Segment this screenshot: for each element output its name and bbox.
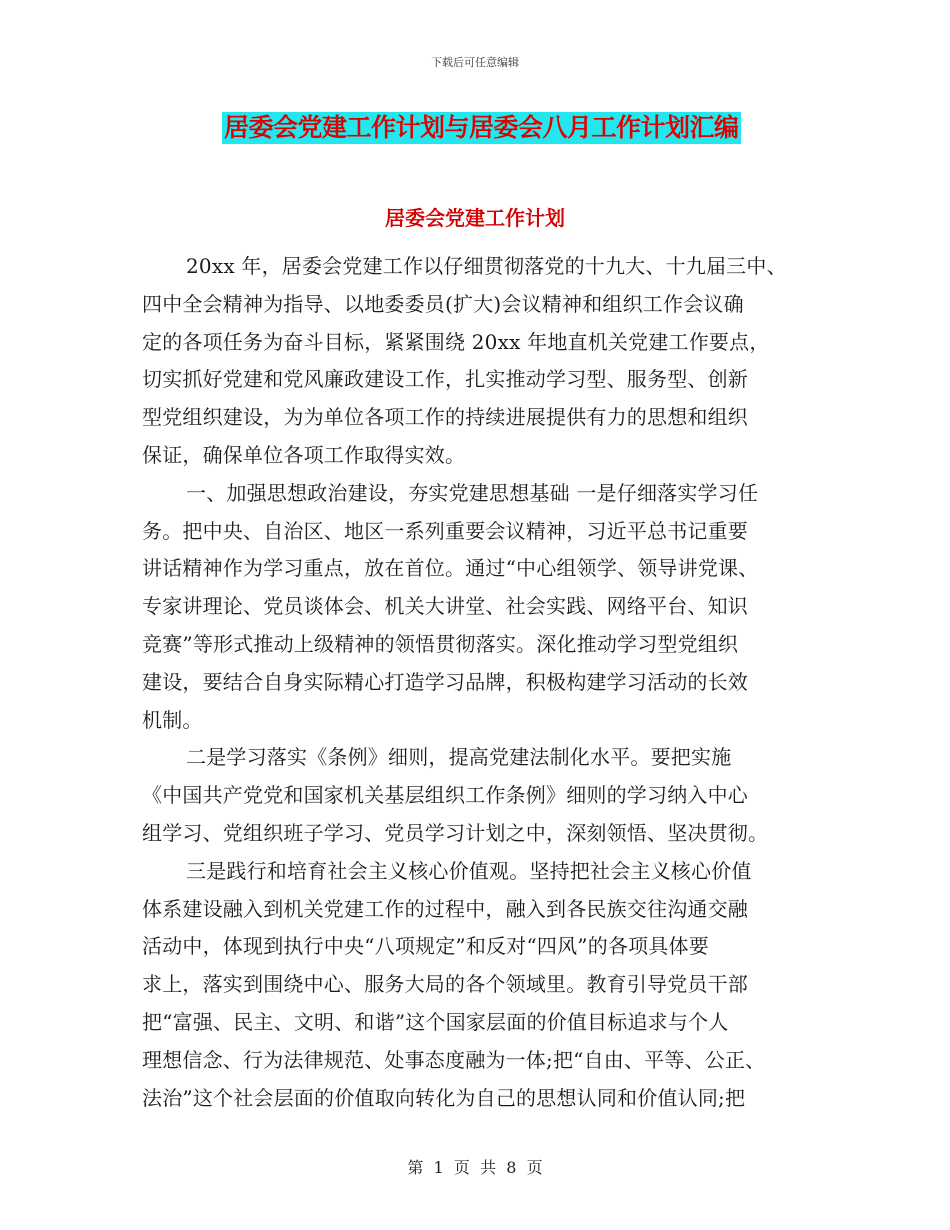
paragraph-line: 三是践行和培育社会主义核心价值观。坚持把社会主义核心价值 <box>186 858 752 883</box>
paragraph-line: 务。把中央、自治区、地区一系列重要会议精神，习近平总书记重要 <box>142 518 748 543</box>
paragraph-line: 把“富强、民主、文明、和谐”这个国家层面的价值目标追求与个人 <box>142 1009 729 1034</box>
page-footer: 第 1 页 共 8 页 <box>407 1158 543 1177</box>
paragraph-line: 组学习、党组织班子学习、党员学习计划之中，深刻领悟、坚决贯彻。 <box>142 820 769 845</box>
paragraph-line: 体系建设融入到机关党建工作的过程中，融入到各民族交往沟通交融 <box>142 896 748 921</box>
paragraph-line: 竞赛”等形式推动上级精神的领悟贯彻落实。深化推动学习型党组织 <box>142 631 739 656</box>
paragraph-line: 二是学习落实《条例》细则，提高党建法制化水平。要把实施 <box>186 745 732 770</box>
body-text <box>142 248 822 1117</box>
paragraph-line: 保证，确保单位各项工作取得实效。 <box>142 442 466 467</box>
paragraph-line: 理想信念、行为法律规范、处事态度融为一体;把“自由、平等、公正、 <box>142 1047 766 1072</box>
paragraph-line: 切实抓好党建和党风廉政建设工作，扎实推动学习型、服务型、创新 <box>142 367 748 392</box>
paragraph-line: 专家讲理论、党员谈体会、机关大讲堂、社会实践、网络平台、知识 <box>142 594 748 619</box>
section-title: 居委会党建工作计划 <box>385 206 565 230</box>
document-title: 居委会党建工作计划与居委会八月工作计划汇编 <box>224 113 739 142</box>
paragraph-line: 一、加强思想政治建设，夯实党建思想基础 一是仔细落实学习任 <box>186 480 759 505</box>
paragraph-line: 建设，要结合自身实际精心打造学习品牌，积极构建学习活动的长效 <box>142 669 748 694</box>
paragraph-line: 型党组织建设，为为单位各项工作的持续进展提供有力的思想和组织 <box>142 405 748 430</box>
header-note: 下载后可任意编辑 <box>431 56 519 69</box>
paragraph-line: 讲话精神作为学习重点，放在首位。通过“中心组领学、领导讲党课、 <box>142 556 759 581</box>
paragraph-line: 20xx 年，居委会党建工作以仔细贯彻落党的十九大、十九届三中、 <box>186 254 787 278</box>
paragraph-line: 四中全会精神为指导、以地委委员(扩大)会议精神和组织工作会议确 <box>142 291 744 316</box>
paragraph-line: 《中国共产党党和国家机关基层组织工作条例》细则的学习纳入中心 <box>142 783 748 808</box>
paragraph-line: 求上，落实到围绕中心、服务大局的各个领域里。教育引导党员干部 <box>142 972 748 997</box>
paragraph-line: 活动中，体现到执行中央“八项规定”和反对“四风”的各项具体要 <box>142 934 709 959</box>
paragraph-line: 法治”这个社会层面的价值取向转化为自己的思想认同和价值认同;把 <box>142 1085 746 1110</box>
paragraph-line: 定的各项任务为奋斗目标，紧紧围绕 20xx 年地直机关党建工作要点， <box>142 329 770 354</box>
paragraph-line: 机制。 <box>142 707 203 732</box>
